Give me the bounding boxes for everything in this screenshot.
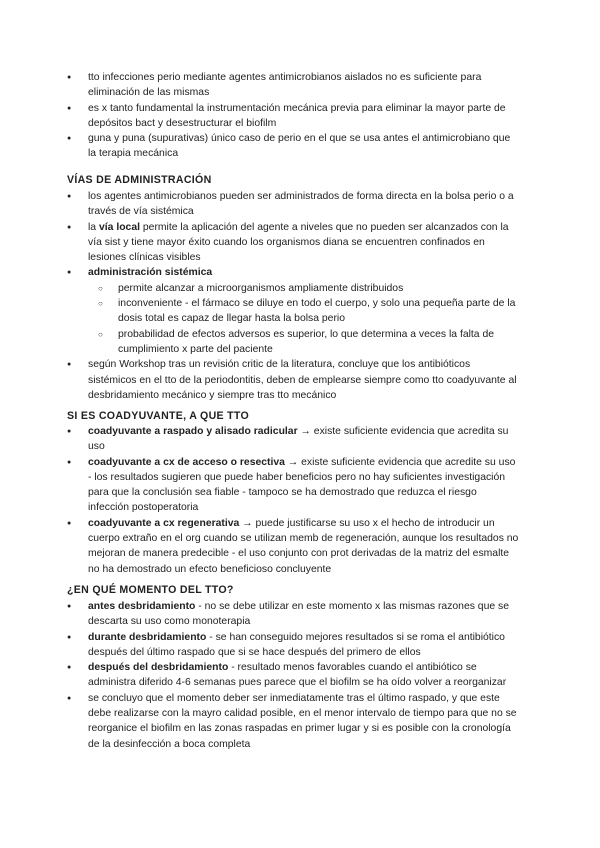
item-bold-term: coadyuvante a cx de acceso o resectiva <box>88 456 285 468</box>
list-item <box>88 265 520 357</box>
momento-section <box>0 599 520 752</box>
list-item <box>88 220 520 266</box>
item-text: → puede justificarse su uso x el hecho de introducir un cuerpo extraño en el org cuando se utilizan memb de regeneración, aunque los resultados no mejoran de manera predecible - el uso conjunto con prot derivadas de la matriz del esmalte no ha demostrado un efecto beneficioso concluyente <box>88 517 519 575</box>
list-item: ● según Workshop tras un revisión critic de la literatura, concluye que los antibióticos sistémicos en el tto de la periodontitis, deben de emplearse siempre como tto coadyuvante al desbridamiento mecánico y siempre tras tto mecánico <box>88 357 520 403</box>
section-heading-coadyuvante: SI ES COADYUVANTE, A QUE TTO <box>67 410 250 422</box>
sub-list-item: ○ inconveniente - el fármaco se diluye en todo el cuerpo, y solo una pequeña parte de la dosis total es capaz de llegar hasta la bolsa perio <box>118 296 520 327</box>
item-bold-term: administración sistémica <box>88 267 213 279</box>
list-item <box>88 424 520 455</box>
item-text: - resultado menos favorables cuando el antibiótico se administra diferido 4-6 semanas pues parece que el biofilm se ha oído volver a reorganizar <box>88 662 507 689</box>
item-bold-term: coadyuvante a cx regenerativa <box>88 517 240 529</box>
sub-list-item: ○ permite alcanzar a microorganismos ampliamente distribuidos <box>118 281 520 296</box>
list-item: ● los agentes antimicrobianos pueden ser administrados de forma directa en la bolsa perio o a través de vía sistémica <box>88 189 520 220</box>
item-bold-term: durante desbridamiento <box>88 631 207 643</box>
item-text: - se han conseguido mejores resultados si se roma el antibiótico después del último raspado que si se hace después del primero de ellos <box>88 631 505 658</box>
section-heading-vias: VÍAS DE ADMINISTRACIÓN <box>67 174 212 186</box>
list-item <box>88 630 520 661</box>
section-heading-momento: ¿EN QUÉ MOMENTO DEL TTO? <box>67 584 234 596</box>
item-text: - no se debe utilizar en este momento x las mismas razones que se descarta su uso como monoterapia <box>88 601 510 628</box>
intro-list <box>88 70 520 162</box>
item-bold-term: coadyuvante a raspado y alisado radicular <box>88 426 298 437</box>
item-bold-term: vía local <box>98 221 140 233</box>
item-text: → existe suficiente evidencia que acredita su uso <box>88 426 509 453</box>
intro-section <box>0 70 520 162</box>
sub-list <box>118 281 520 357</box>
item-text: permite la aplicación del agente a niveles que no pueden ser alcanzados con la vía sist y tiene mayor éxito cuando los organismos diana se encuentren confinados en lesiones clínicas visibles <box>88 221 509 264</box>
sub-list-item: ○ probabilidad de efectos adversos es superior, lo que determina a veces la falta de cumplimiento x parte del paciente <box>118 327 520 358</box>
coadyuvante-list <box>88 424 520 577</box>
list-item: ● se concluyo que el momento deber ser inmediatamente tras el último raspado, y que este debe realizarse con la mayro calidad posible, en el menor intervalo de tiempo para que no se reorganice el biofilm en las zonas raspadas en primer lugar y si es posible con la cronología de la desinfección a boca completa <box>88 691 520 752</box>
list-item <box>88 516 520 577</box>
list-item <box>88 455 520 516</box>
list-item <box>88 599 520 630</box>
coadyuvante-section <box>0 424 520 577</box>
momento-list <box>88 599 520 752</box>
vias-section <box>0 189 520 403</box>
item-bold-term: antes desbridamiento <box>88 601 196 612</box>
list-item: ● es x tanto fundamental la instrumentación mecánica previa para eliminar la mayor parte de depósitos bact y desestructurar el biofilm <box>88 101 520 132</box>
item-bold-term: después del desbridamiento <box>88 662 229 674</box>
list-item: ● tto infecciones perio mediante agentes antimicrobianos aislados no es suficiente para eliminación de las mismas <box>88 70 520 101</box>
list-item <box>88 660 520 691</box>
item-text: la <box>88 221 99 233</box>
item-text: → existe suficiente evidencia que acredite su uso - los resultados sugieren que puede haber beneficios pero no hay suficientes investigación para que la conclusión sea fiable - tampoco se ha demostrado que reduzca el riesgo infección postoperatoria <box>88 456 516 514</box>
list-item: ● guna y puna (supurativas) único caso de perio en el que se usa antes el antimicrobiano que la terapia mecánica <box>88 131 520 162</box>
vias-list <box>88 189 520 403</box>
